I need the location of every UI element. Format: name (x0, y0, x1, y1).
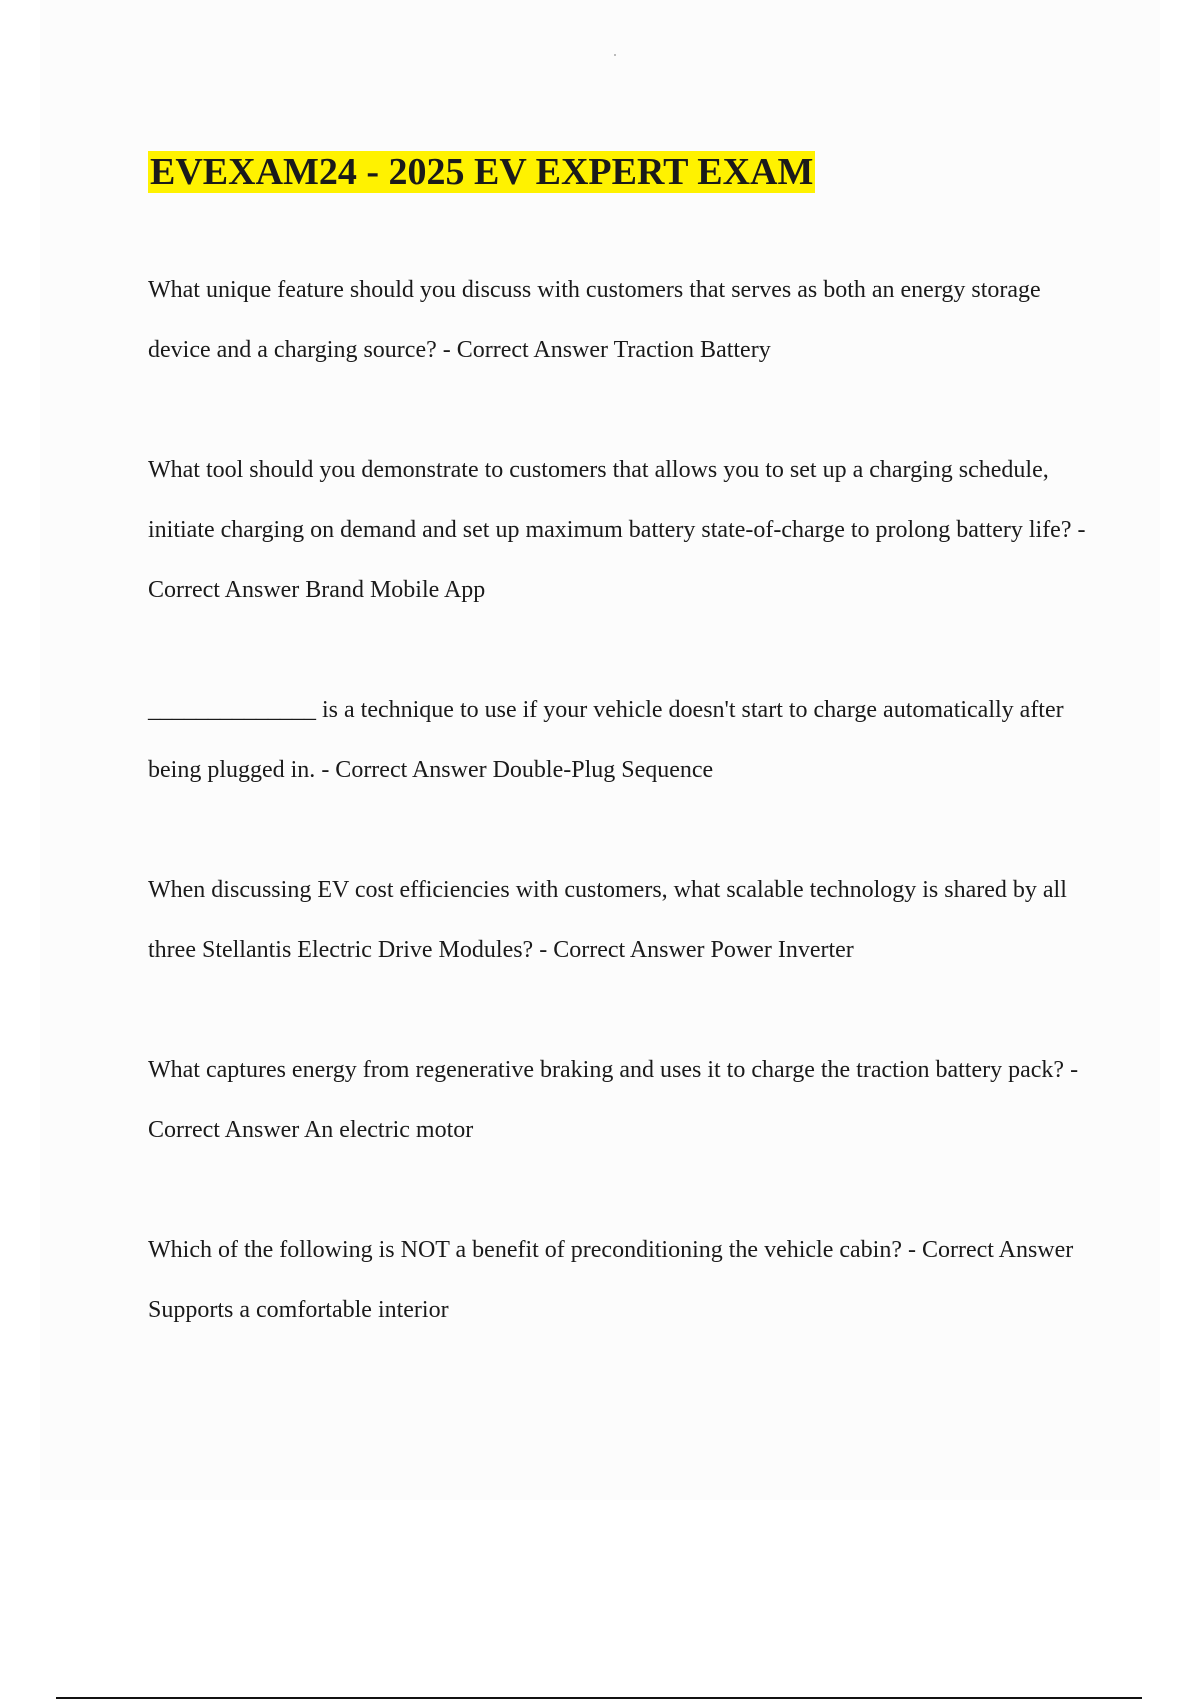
question-text: What captures energy from regenerative braking and uses it to charge the traction battery pack? (148, 1057, 1065, 1083)
page-mark (614, 54, 616, 56)
answer-separator: - Correct Answer (315, 757, 493, 783)
qa-item (148, 860, 1088, 980)
document-title (148, 148, 815, 196)
qa-item (148, 260, 1088, 380)
answer-separator: - Correct Answer (436, 337, 614, 363)
question-text: What unique feature should you discuss with customers that serves as both an energy storage device and a charging source? (148, 277, 1041, 363)
answer-text: An electric motor (303, 1117, 474, 1143)
qa-list (148, 260, 1088, 1400)
footer-divider (56, 1697, 1142, 1699)
qa-item (148, 1040, 1088, 1160)
answer-text: Double-Plug Sequence (492, 757, 714, 783)
question-text: Which of the following is NOT a benefit of preconditioning the vehicle cabin? (148, 1237, 902, 1263)
qa-item (148, 680, 1088, 800)
answer-separator: - Correct Answer (148, 1057, 1079, 1143)
answer-text: Power Inverter (710, 937, 854, 963)
answer-separator: - Correct Answer (902, 1237, 1074, 1263)
title-text: EVEXAM24 - 2025 EV EXPERT EXAM (150, 151, 814, 193)
qa-item (148, 440, 1088, 620)
question-text: When discussing EV cost efficiencies with customers, what scalable technology is shared by all three Stellantis Electric Drive Modules? (148, 877, 1067, 963)
answer-text: Supports a comfortable interior (148, 1297, 449, 1323)
question-text: ______________ is a technique to use if your vehicle doesn't start to charge automatically after being plugged in. (148, 697, 1064, 783)
question-text: What tool should you demonstrate to customers that allows you to set up a charging schedule, initiate charging on demand and set up maximum battery state-of-charge to prolong battery life? (148, 457, 1072, 543)
qa-item (148, 1220, 1088, 1340)
answer-separator: - Correct Answer (148, 517, 1086, 603)
answer-text: Brand Mobile App (305, 577, 486, 603)
answer-text: Traction Battery (613, 337, 771, 363)
answer-separator: - Correct Answer (533, 937, 711, 963)
